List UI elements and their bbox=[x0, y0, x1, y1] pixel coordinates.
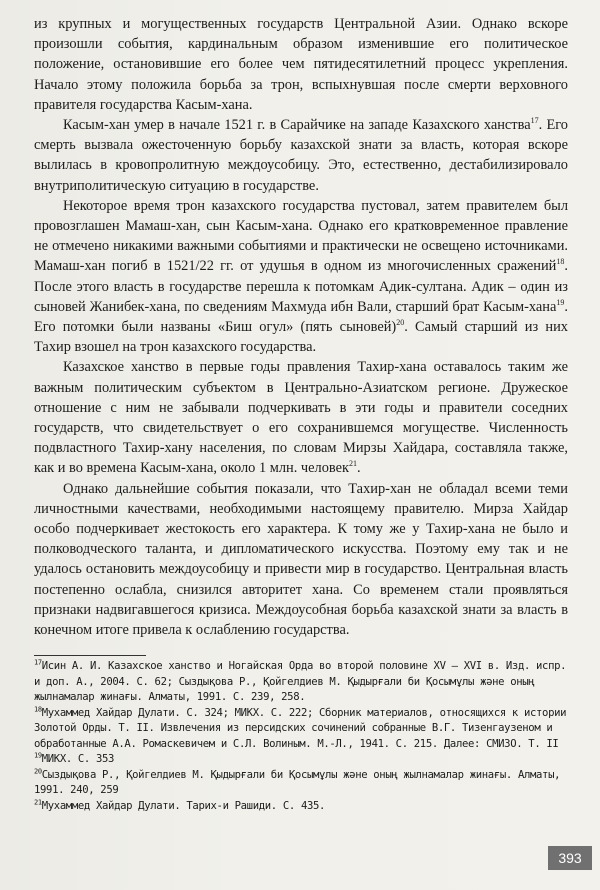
footnote-reference[interactable]: 20 bbox=[396, 318, 405, 328]
footnote-number: 20 bbox=[34, 766, 42, 775]
footnote bbox=[34, 752, 568, 768]
paragraph-text: Некоторое время трон казахского государства пустовал, затем правителем был провозглашен Мамаш-хан, сын Касым-хана. Однако его кратковременное правление не отмечено никакими важными событиями и практически не освещено источниками. Мамаш-хан погиб в 1521/22 гг. от удушья в одном из многочисленных сражений bbox=[34, 197, 568, 275]
footnote-reference[interactable]: 21 bbox=[349, 459, 358, 469]
footnote-text: Исин А. И. Казахское ханство и Ногайская Орда во второй половине XV – XVI в. Изд. испр. и доп. А., 2004. С. 62; Сыздықова Р., Қойгелдиев М. Қыдырғали би Қосымұлы және оның жылнамалар жинағы. Алматы, 1991. С. 239, 258. bbox=[34, 660, 567, 703]
footnote-reference[interactable]: 17 bbox=[530, 116, 539, 126]
paragraph bbox=[34, 479, 568, 641]
footnote bbox=[34, 799, 568, 815]
footnote-number: 19 bbox=[34, 751, 42, 760]
page-number-badge: 393 bbox=[548, 846, 592, 870]
paragraph bbox=[34, 357, 568, 478]
paragraph-text: Касым-хан умер в начале 1521 г. в Сарайчике на западе Казахского ханства bbox=[63, 117, 531, 134]
footnote bbox=[34, 768, 568, 799]
footnote-number: 21 bbox=[34, 797, 42, 806]
paragraph-text: . Его потомки были названы «Биш огул» (пять сыновей) bbox=[34, 298, 568, 336]
footnote-text: МИКХ. С. 353 bbox=[41, 753, 115, 765]
footnote bbox=[34, 706, 568, 753]
paragraph bbox=[34, 115, 568, 196]
footnote-divider bbox=[34, 655, 146, 656]
footnote-number: 17 bbox=[34, 658, 42, 667]
footnote-number: 18 bbox=[34, 704, 42, 713]
footnote-text: Мухаммед Хайдар Дулати. С. 324; МИКХ. С. 222; Сборник материалов, относящихся к истории Золотой Орды. Т. II. Извлечения из персидских сочинений собранные В.Г. Тизенгаузеном и обработанные А.А. Ромаскевичем и С.Л. Волиным. М.-Л., 1941. С. 215. Далее: СМИЗО. Т. II bbox=[34, 706, 567, 750]
paragraph bbox=[34, 196, 568, 358]
paragraph bbox=[34, 14, 568, 115]
footnote-reference[interactable]: 19 bbox=[556, 298, 565, 308]
footnote-text: Мухаммед Хайдар Дулати. Тарих-и Рашиди. С. 435. bbox=[41, 799, 326, 812]
paragraph-text: Казахское ханство в первые годы правления Тахир-хана оставалось таким же важным политическим субъектом в Центрально-Азиатском регионе. Дружеское отношение с ним не забывали подчеркивать в эти годы и правители соседних государств, что свидетельствует о его сохранившемся могуществе. Численность подвластного Тахир-хану населения, по словам Мирзы Хайдара, составляла также, как и во времена Касым-хана, около 1 млн. человек bbox=[34, 359, 568, 477]
paragraph-text: . Самый старший из них Тахир взошел на трон казахского государства. bbox=[34, 319, 568, 356]
paragraph-text: . После этого власть в государстве перешла к потомкам Адик-султана. Адик – один из сыновей Жанибек-хана, по сведениям Махмуда ибн Вали, старший брат Касым-хана bbox=[34, 258, 568, 315]
footnote bbox=[34, 659, 568, 706]
footnote-reference[interactable]: 18 bbox=[556, 257, 565, 267]
paragraph-text: . Его смерть вызвала ожесточенную борьбу казахской знати за власть, которая вскоре вылилась в кровопролитную междоусобицу. Это, естественно, дестабилизировало внутриполитическую ситуацию в государстве. bbox=[34, 117, 568, 194]
footnotes bbox=[34, 659, 568, 814]
paragraph-text: из крупных и могущественных государств Центральной Азии. Однако вскоре произошли события, кардинальным образом изменившие его политическое положение, остановившие его более чем пятидесятилетний процесс укрепления. Начало этому положила борьба за трон, вспыхнувшая после смерти верховного правителя государства Касым-хана. bbox=[34, 16, 568, 113]
paragraph-text: Однако дальнейшие события показали, что Тахир-хан не обладал всеми теми личностными качествами, необходимыми настоящему правителю. Мирза Хайдар особо подчеркивает жестокость его характера. К тому же у Тахир-хана не было и полководческого таланта, и дипломатического искусства. Поэтому ему так и не удалось остановить междоусобицу и привести мир в государство. Центральная власть постепенно ослабла, снизился авторитет хана. Со временем стали проявляться признаки надвигавшегося кризиса. Междоусобная борьба казахской знати за власть в конечном итоге привела к ослаблению государства. bbox=[34, 480, 568, 639]
paragraph-text: . bbox=[357, 460, 361, 477]
footnote-text: Сыздықова Р., Қойгелдиев М. Қыдырғали би Қосымұлы және оның жылнамалар жинағы. Алматы, 1991. 240, 259 bbox=[34, 768, 561, 796]
main-text bbox=[34, 14, 568, 640]
